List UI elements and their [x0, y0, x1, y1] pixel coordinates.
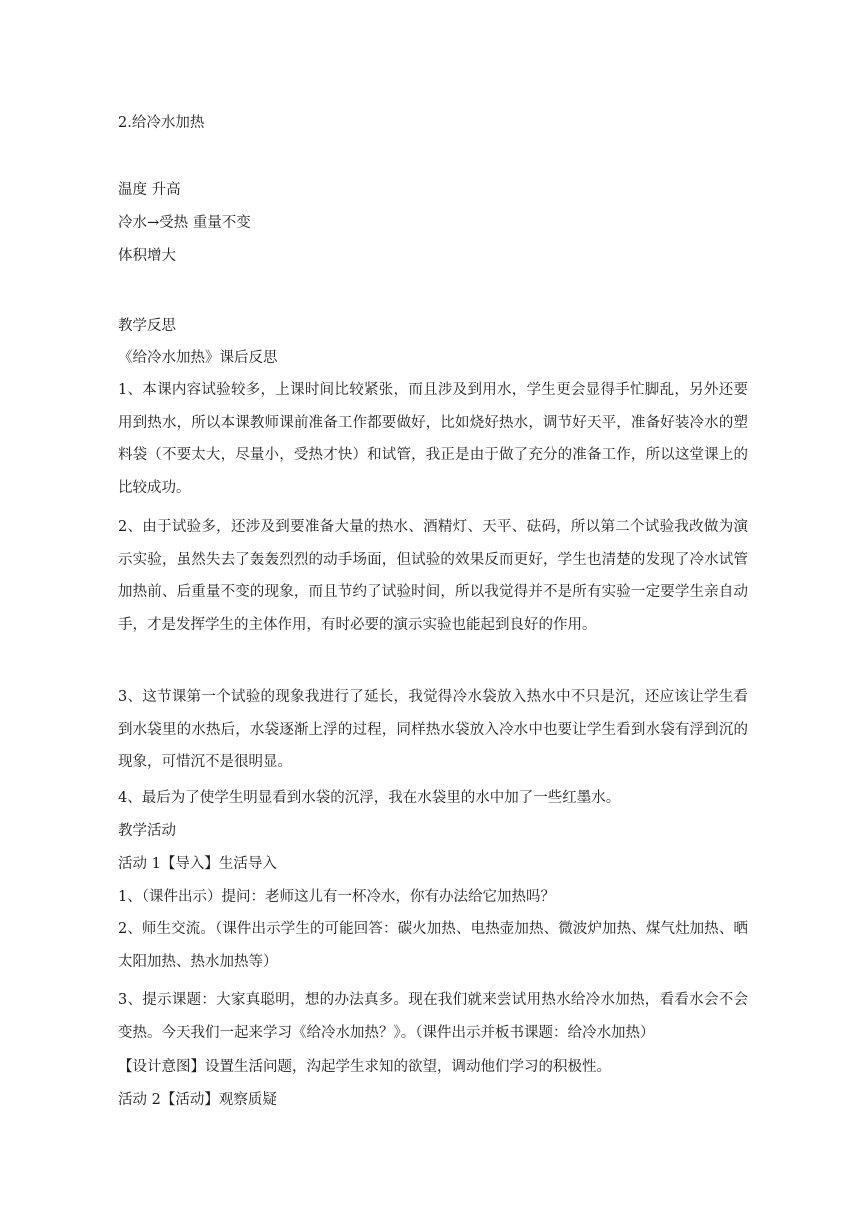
activity-1-item-2: 2、师生交流。（课件出示学生的可能回答：碳火加热、电热壶加热、微波炉加热、煤气灶加热、晒太阳加热、热水加热等） — [118, 921, 748, 970]
diagram-line-temperature: 温度 升高 — [118, 182, 181, 198]
reflection-paragraph-2: 2、由于试验多，还涉及到要准备大量的热水、酒精灯、天平、砝码，所以第二个试验我改做为演示实验，虽然失去了轰轰烈烈的动手场面，但试验的效果反而更好，学生也清楚的发现了冷水试管加热前、后重量不变的现象，而且节约了试验时间，所以我觉得并不是所有实验一定要学生亲自动手，才是发挥学生的主体作用，有时必要的演示实验也能起到良好的作用。 — [118, 519, 748, 633]
reflection-title: 《给冷水加热》课后反思 — [118, 350, 278, 366]
diagram-line-cold-water: 冷水→受热 重量不变 — [118, 215, 251, 231]
activity-2-title: 活动 2【活动】观察质疑 — [118, 1092, 277, 1108]
activity-1-title: 活动 1【导入】生活导入 — [118, 856, 277, 872]
section-heading: 2.给冷水加热 — [118, 115, 205, 131]
reflection-paragraph-3: 3、这节课第一个试验的现象我进行了延长，我觉得冷水袋放入热水中不只是沉，还应该让学生看到水袋里的水热后，水袋逐渐上浮的过程，同样热水袋放入冷水中也要让学生看到水袋有浮到沉的现象，可惜沉不是很明显。 — [118, 689, 748, 770]
activities-heading: 教学活动 — [118, 823, 176, 839]
activity-1-item-1: 1、（课件出示）提问：老师这儿有一杯冷水，你有办法给它加热吗？ — [118, 889, 555, 905]
activity-1-item-3: 3、提示课题：大家真聪明，想的办法真多。现在我们就来尝试用热水给冷水加热，看看水会不会变热。今天我们一起来学习《给冷水加热？》。（课件出示并板书课题：给冷水加热） — [118, 992, 748, 1041]
reflection-heading: 教学反思 — [118, 318, 176, 334]
reflection-paragraph-1: 1、本课内容试验较多，上课时间比较紧张，而且涉及到用水，学生更会显得手忙脚乱，另外还要用到热水，所以本课教师课前准备工作都要做好，比如烧好热水，调节好天平，准备好装冷水的塑料袋（不要太大，尽量小，受热才快）和试管，我正是由于做了充分的准备工作，所以这堂课上的比较成功。 — [118, 382, 748, 496]
design-intent: 【设计意图】设置生活问题，沟起学生求知的欲望，调动他们学习的积极性。 — [118, 1059, 611, 1075]
diagram-line-volume: 体积增大 — [118, 248, 176, 264]
reflection-paragraph-4: 4、最后为了使学生明显看到水袋的沉浮，我在水袋里的水中加了一些红墨水。 — [118, 790, 621, 806]
